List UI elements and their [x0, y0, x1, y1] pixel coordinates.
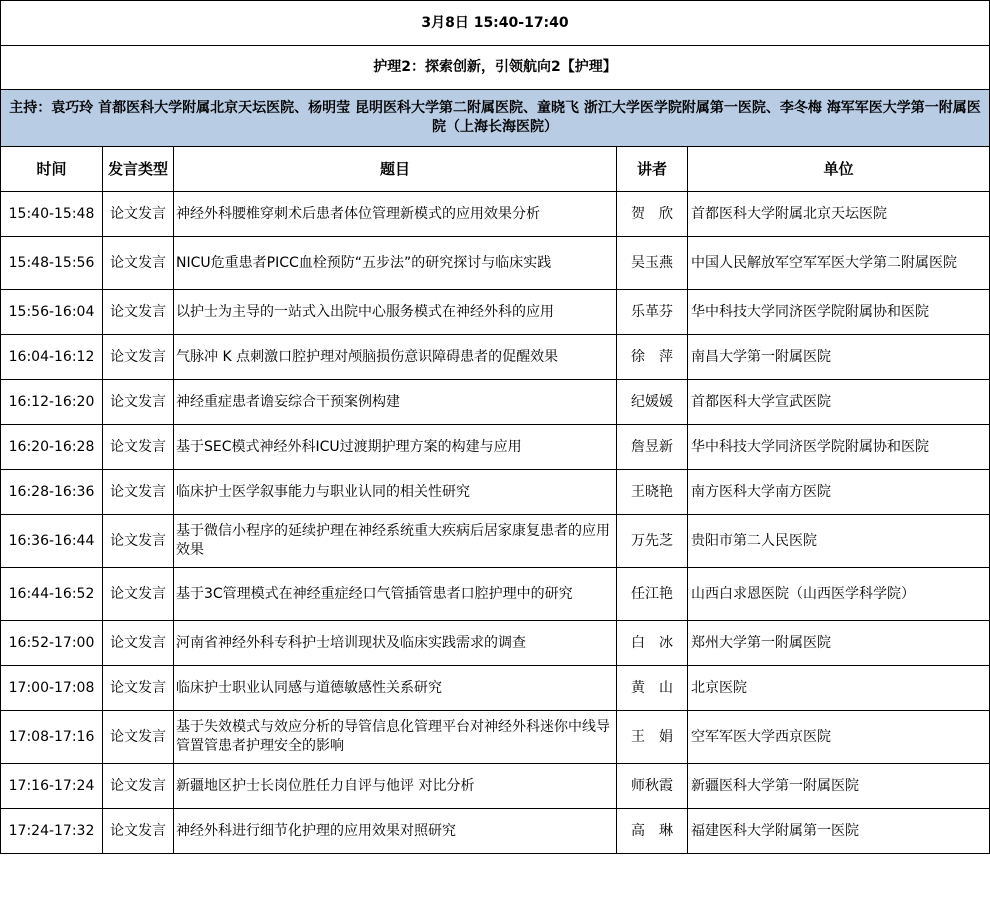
talk-time: 15:48-15:56: [1, 237, 103, 290]
talk-time: 17:00-17:08: [1, 666, 103, 711]
talk-topic: 基于失效模式与效应分析的导管信息化管理平台对神经外科迷你中线导管置管患者护理安全的影响: [174, 711, 617, 764]
talk-unit: 山西白求恩医院（山西医学科学院）: [688, 568, 990, 621]
talk-type: 论文发言: [103, 809, 174, 854]
talk-unit: 郑州大学第一附属医院: [688, 621, 990, 666]
table-row: [1, 568, 990, 621]
talk-time: 15:56-16:04: [1, 290, 103, 335]
talk-speaker: 詹昱新: [617, 425, 688, 470]
talk-type: 论文发言: [103, 764, 174, 809]
talk-type: 论文发言: [103, 666, 174, 711]
talk-speaker: 乐革芬: [617, 290, 688, 335]
column-header-time: 时间: [1, 147, 103, 192]
talk-topic: 以护士为主导的一站式入出院中心服务模式在神经外科的应用: [174, 290, 617, 335]
column-header-type: 发言类型: [103, 147, 174, 192]
talk-topic: 神经外科进行细节化护理的应用效果对照研究: [174, 809, 617, 854]
talk-type: 论文发言: [103, 192, 174, 237]
talk-topic: 基于微信小程序的延续护理在神经系统重大疾病后居家康复患者的应用效果: [174, 515, 617, 568]
column-header-row: [1, 147, 990, 192]
talk-time: 16:36-16:44: [1, 515, 103, 568]
talk-topic: 气脉冲 K 点刺激口腔护理对颅脑损伤意识障碍患者的促醒效果: [174, 335, 617, 380]
host-row: [1, 90, 990, 147]
talk-speaker: 王 娟: [617, 711, 688, 764]
table-row: [1, 470, 990, 515]
talk-unit: 南昌大学第一附属医院: [688, 335, 990, 380]
table-row: [1, 237, 990, 290]
talk-speaker: 吴玉燕: [617, 237, 688, 290]
table-row: [1, 425, 990, 470]
talk-unit: 华中科技大学同济医学院附属协和医院: [688, 290, 990, 335]
table-row: [1, 809, 990, 854]
table-row: [1, 711, 990, 764]
talk-speaker: 徐 萍: [617, 335, 688, 380]
talk-speaker: 贺 欣: [617, 192, 688, 237]
table-row: [1, 335, 990, 380]
talk-type: 论文发言: [103, 380, 174, 425]
column-header-speaker: 讲者: [617, 147, 688, 192]
session-date-time: 3月8日 15:40-17:40: [1, 1, 990, 46]
talk-speaker: 纪媛媛: [617, 380, 688, 425]
talk-speaker: 黄 山: [617, 666, 688, 711]
table-row: [1, 764, 990, 809]
talk-time: 15:40-15:48: [1, 192, 103, 237]
talk-unit: 首都医科大学宣武医院: [688, 380, 990, 425]
table-row: [1, 515, 990, 568]
talk-time: 16:20-16:28: [1, 425, 103, 470]
talk-topic: 神经重症患者谵妄综合干预案例构建: [174, 380, 617, 425]
talk-topic: 新疆地区护士长岗位胜任力自评与他评 对比分析: [174, 764, 617, 809]
talk-unit: 北京医院: [688, 666, 990, 711]
talk-speaker: 王晓艳: [617, 470, 688, 515]
table-row: [1, 290, 990, 335]
talk-topic: 临床护士职业认同感与道德敏感性关系研究: [174, 666, 617, 711]
talk-type: 论文发言: [103, 621, 174, 666]
talk-time: 16:04-16:12: [1, 335, 103, 380]
talk-topic: 河南省神经外科专科护士培训现状及临床实践需求的调查: [174, 621, 617, 666]
date-row: [1, 1, 990, 46]
table-row: [1, 666, 990, 711]
talk-topic: 基于3C管理模式在神经重症经口气管插管患者口腔护理中的研究: [174, 568, 617, 621]
talk-topic: NICU危重患者PICC血栓预防“五步法”的研究探讨与临床实践: [174, 237, 617, 290]
talk-time: 16:52-17:00: [1, 621, 103, 666]
session-hosts: 主持：袁巧玲 首都医科大学附属北京天坛医院、杨明莹 昆明医科大学第二附属医院、童晓飞 浙江大学医学院附属第一医院、李冬梅 海军军医大学第一附属医院（上海长海医院）: [1, 90, 990, 147]
talk-unit: 中国人民解放军空军军医大学第二附属医院: [688, 237, 990, 290]
talk-type: 论文发言: [103, 425, 174, 470]
talk-time: 16:28-16:36: [1, 470, 103, 515]
column-header-topic: 题目: [174, 147, 617, 192]
talk-time: 16:44-16:52: [1, 568, 103, 621]
table-row: [1, 621, 990, 666]
talk-speaker: 白 冰: [617, 621, 688, 666]
talk-type: 论文发言: [103, 237, 174, 290]
talk-type: 论文发言: [103, 568, 174, 621]
talk-speaker: 任江艳: [617, 568, 688, 621]
talk-type: 论文发言: [103, 515, 174, 568]
talk-speaker: 师秋霞: [617, 764, 688, 809]
talk-topic: 基于SEC模式神经外科ICU过渡期护理方案的构建与应用: [174, 425, 617, 470]
talk-speaker: 高 琳: [617, 809, 688, 854]
talk-time: 16:12-16:20: [1, 380, 103, 425]
talk-topic: 神经外科腰椎穿刺术后患者体位管理新模式的应用效果分析: [174, 192, 617, 237]
talk-speaker: 万先芝: [617, 515, 688, 568]
column-header-unit: 单位: [688, 147, 990, 192]
talk-topic: 临床护士医学叙事能力与职业认同的相关性研究: [174, 470, 617, 515]
session-title: 护理2：探索创新，引领航向2【护理】: [1, 46, 990, 90]
talk-unit: 首都医科大学附属北京天坛医院: [688, 192, 990, 237]
talk-type: 论文发言: [103, 711, 174, 764]
talk-type: 论文发言: [103, 335, 174, 380]
talk-unit: 南方医科大学南方医院: [688, 470, 990, 515]
table-row: [1, 192, 990, 237]
talk-time: 17:08-17:16: [1, 711, 103, 764]
talk-type: 论文发言: [103, 290, 174, 335]
talk-time: 17:24-17:32: [1, 809, 103, 854]
talk-unit: 空军军医大学西京医院: [688, 711, 990, 764]
table-row: [1, 380, 990, 425]
talk-time: 17:16-17:24: [1, 764, 103, 809]
session-row: [1, 46, 990, 90]
talk-unit: 福建医科大学附属第一医院: [688, 809, 990, 854]
talk-unit: 华中科技大学同济医学院附属协和医院: [688, 425, 990, 470]
talk-type: 论文发言: [103, 470, 174, 515]
talk-unit: 贵阳市第二人民医院: [688, 515, 990, 568]
talk-unit: 新疆医科大学第一附属医院: [688, 764, 990, 809]
